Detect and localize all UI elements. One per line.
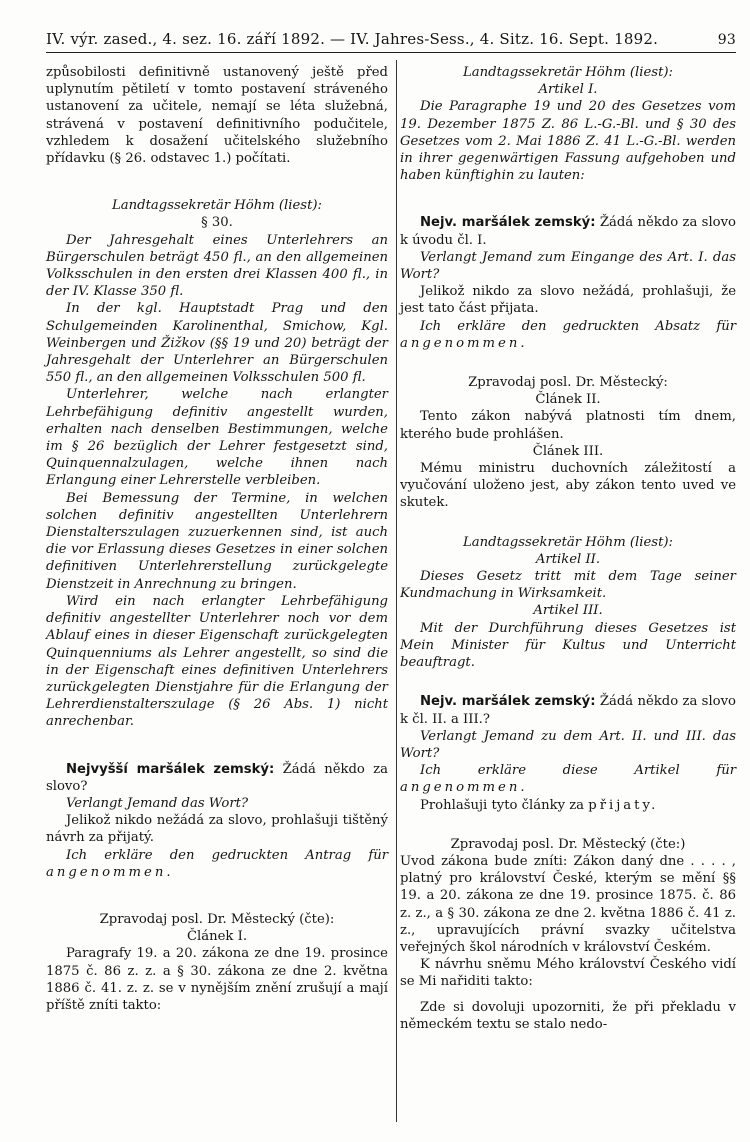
speaker-name: Nejv. maršálek zemský:	[420, 215, 596, 231]
speaker-line	[400, 693, 736, 727]
column-divider	[396, 60, 397, 1122]
speaker-text: Žádá někdo za slovo k úvodu čl. I.	[400, 215, 736, 248]
paragraph: způsobilosti definitivně ustanovený ještě před uplynutím pětiletí v tomto postavení stráveného ustanovení za učitele, nemají se léta služebná, strávená v postavení definitivního podučitele, vzhledem k dosažení učitelského služebního přídavku (§ 26. odstavec 1.) počítati.	[46, 65, 388, 167]
paragraph: Bei Bemessung der Termine, in welchen solchen definitiv angestellten Unterlehrern Dienstalterszulagen zuzuerkennen sind, ist auch die vor Erlassung dieses Gesetzes in einer solchen definitiven Unterlehrerstellung zurückgelegte Dienstzeit in Anrechnung zu bringen.	[46, 490, 388, 592]
article-heading: Článek II.	[535, 392, 601, 408]
paragraph-text: Ich erkläre den gedruckten Antrag für	[66, 847, 388, 863]
paragraph: Mit der Durchführung dieses Gesetzes ist Mein Minister für Kultus und Unterricht beauftragt.	[400, 620, 736, 671]
speaker-heading: Zpravodaj posl. Dr. Městecký (čte):	[99, 911, 335, 927]
speaker-text: Žádá někdo za slovo?	[46, 761, 388, 794]
paragraph: In der kgl. Hauptstadt Prag und den Schulgemeinden Karolinenthal, Smichow, Kgl. Weinbergen und Žižkov (§§ 19 und 20) beträgt der Jahresgehalt der Unterlehrer an Bürgerschulen 550 fl., an den allgemeinen Volksschulen 500 fl.	[46, 301, 388, 386]
speaker-heading: Landtagssekretär Höhm (liest):	[112, 198, 322, 214]
speaker-text: Žádá někdo za slovo k čl. II. a III.?	[400, 694, 736, 727]
paragraph: Verlangt Jemand das Wort?	[66, 795, 249, 811]
article-heading: Artikel I.	[538, 82, 598, 98]
paragraph: Dieses Gesetz tritt mit dem Tage seiner Kundmachung in Wirksamkeit.	[400, 569, 736, 602]
spaced-word: angenommen.	[46, 864, 174, 880]
paragraph: Zde si dovoluji upozorniti, že při překladu v německém textu se stalo nedo-	[400, 999, 736, 1032]
speaker-line	[46, 761, 388, 795]
article-heading: Artikel III.	[533, 603, 603, 619]
speaker-heading: Zpravodaj posl. Dr. Městecký (čte:)	[450, 836, 686, 852]
spaced-word: přijaty.	[588, 797, 659, 813]
paragraph: Die Paragraphe 19 und 20 des Gesetzes vom 19. Dezember 1875 Z. 86 L.-G.-Bl. und § 30 des Gesetzes vom 2. Mai 1886 Z. 41 L.-G.-Bl. werden in ihrer gegenwärtigen Fassung aufgehoben und haben künftighin zu lauten:	[400, 99, 736, 184]
left-column	[46, 64, 388, 1014]
paragraph: Verlangt Jemand zu dem Art. II. und III. das Wort?	[400, 728, 736, 761]
paragraph-text: Ich erkläre diese Artikel für	[420, 763, 736, 779]
speaker-name: Nejv. maršálek zemský:	[420, 694, 596, 710]
paragraph: Unterlehrer, welche nach erlangter Lehrbefähigung definitiv angestellt wurden, erhalten nach denselben Bestimmungen, welche im § 26 bezüglich der Lehrer festgesetzt sind, Quinquennalzulagen, welche ihnen nach Erlangung einer Lehrerstelle verbleiben.	[46, 387, 388, 489]
header-rule	[46, 52, 736, 53]
speaker-heading: Landtagssekretär Höhm (liest):	[463, 65, 673, 80]
paragraph: Jelikož nikdo nežádá za slovo, prohlašuji tištěný návrh za přijatý.	[46, 813, 388, 846]
paragraph: Paragrafy 19. a 20. zákona ze dne 19. prosince 1875 č. 86 z. z. a § 30. zákona ze dne 2. května 1886 č. 41. z. z. se v nynějším znění zrušují a mají příště zníti takto:	[46, 946, 388, 1013]
article-heading: Článek III.	[532, 443, 604, 459]
paragraph	[400, 318, 736, 352]
paragraph: Mému ministru duchovních záležitostí a vyučování uloženo jest, aby zákon tento uved ve skutek.	[400, 461, 736, 511]
spaced-word: angenommen.	[400, 335, 528, 351]
paragraph: Tento zákon nabývá platnosti tím dnem, kterého bude prohlášen.	[400, 409, 736, 442]
page-number: 93	[717, 32, 736, 48]
speaker-name: Nejvyšší maršálek zemský:	[66, 761, 275, 777]
speaker-heading: Zpravodaj posl. Dr. Městecký:	[468, 375, 668, 391]
paragraph: Verlangt Jemand zum Eingange des Art. I. das Wort?	[400, 249, 736, 283]
header-title: IV. výr. zased., 4. sez. 16. září 1892. — IV. Jahres-Sess., 4. Sitz. 16. Sept. 1892.	[46, 30, 659, 48]
paragraph	[46, 847, 388, 881]
paragraph: Wird ein nach erlangter Lehrbefähigung definitiv angestellter Unterlehrer noch vor dem Ablauf eines in dieser Eigenschaft zurückgelegten Quinquenniums als Lehrer angestellt, so sind die in der Eigenschaft eines definitiven Unterlehrers zurückgelegten Dienstjahre für die Erlangung der Lehrerdienstalterszulage (§ 26 Abs. 1) nicht anrechenbar.	[46, 593, 388, 730]
paragraph: Jelikož nikdo za slovo nežádá, prohlašuji, že jest tato část přijata.	[400, 284, 736, 317]
paragraph: Der Jahresgehalt eines Unterlehrers an Bürgerschulen beträgt 450 fl., an den allgemeinen Volksschulen in den ersten drei Klassen 400 fl., in der IV. Klasse 350 fl.	[46, 232, 388, 300]
speaker-line	[400, 214, 736, 248]
paragraph-text: Ich erkläre den gedruckten Absatz für	[420, 318, 736, 334]
paragraph	[400, 762, 736, 796]
paragraph: Uvod zákona bude zníti: Zákon daný dne . . . . , platný pro království České, kterým se mění §§ 19. a 20. zákona ze dne 19. prosince 1875. č. 86 z. z., a § 30. zákona ze dne 2. května 1886 č. 41 z. z., upravujících právní svazky učitelstva veřejných škol národních v království Českém.	[400, 853, 736, 955]
page-header	[46, 30, 736, 52]
right-column	[400, 64, 736, 1033]
paragraph: K návrhu sněmu Mého království Českého vidí se Mi nařiditi takto:	[400, 957, 736, 990]
section-number: § 30.	[201, 215, 233, 231]
article-heading: Artikel II.	[535, 551, 601, 567]
speaker-heading: Landtagssekretär Höhm (liest):	[463, 534, 673, 550]
article-heading: Článek I.	[186, 929, 248, 945]
paragraph	[400, 797, 736, 814]
spaced-word: angenommen.	[400, 780, 528, 796]
paragraph-text: Prohlašuji tyto články za	[420, 797, 585, 813]
